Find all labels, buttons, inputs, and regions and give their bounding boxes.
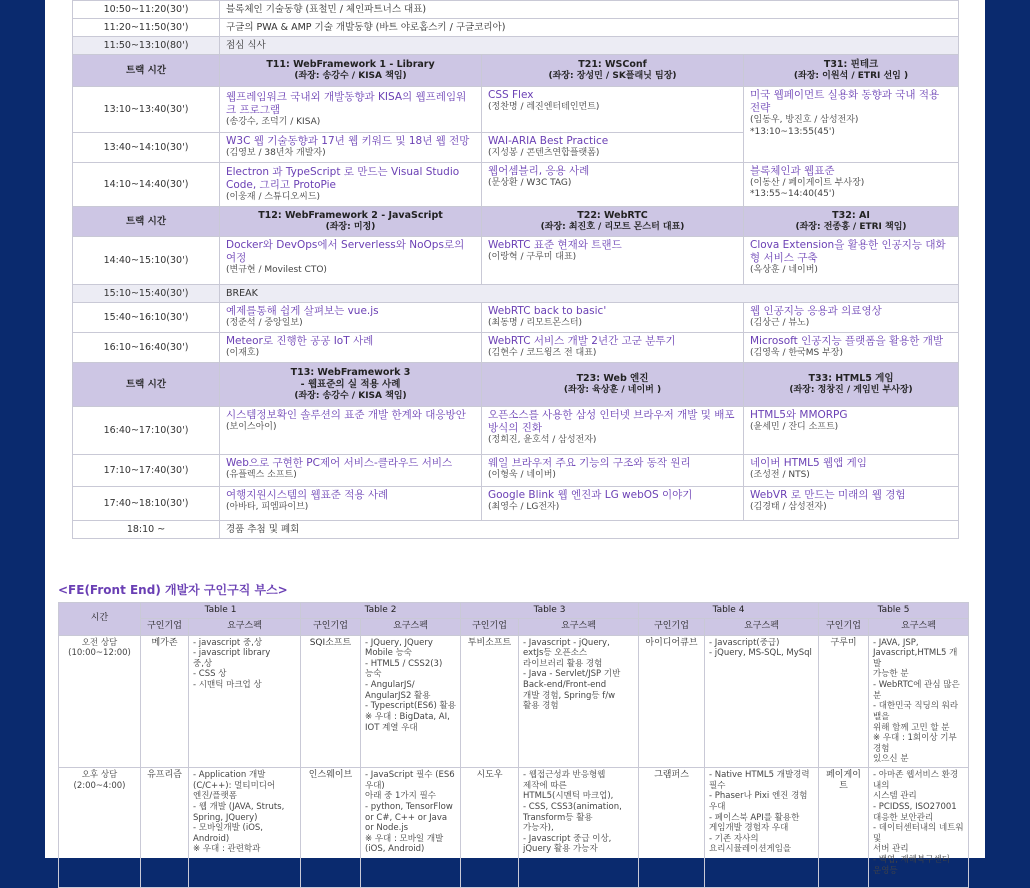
track-header-row — [73, 363, 959, 407]
track-chair: (좌장: 이원석 / ETRI 선임 ) — [793, 70, 909, 81]
fe-table-header: Table 4 — [639, 603, 819, 619]
talk-speaker: (김현수 / 코드윙즈 전 대표) — [488, 348, 597, 359]
session-cell — [220, 487, 482, 521]
schedule-row — [73, 333, 959, 363]
fe-booth-table — [58, 602, 969, 888]
fe-company-header: 구인기업 — [301, 619, 361, 635]
talk-title[interactable]: Meteor로 진행한 공공 IoT 사례 — [226, 335, 374, 347]
fe-session-cell: 오전 상담 (10:00~12:00) — [59, 635, 141, 768]
fe-spec-header: 요구스펙 — [189, 619, 301, 635]
session-cell — [220, 455, 482, 487]
session-cell — [482, 133, 744, 163]
talk-title[interactable]: WebVR 로 만드는 미래의 웹 경험 — [750, 489, 906, 501]
schedule-row — [73, 163, 959, 207]
fe-row — [59, 635, 969, 768]
fe-spec-cell: - JavaScript 필수 (ES6 우대) 아래 중 1가지 필수 - python, TensorFlow or C#, C++ or Java or Node.js ※ 우대 : 모바일 개발 (iOS, Android) — [361, 768, 461, 888]
talk-title[interactable]: WebRTC 서비스 개발 2년간 고군 분투기 — [488, 335, 676, 347]
fe-subheader-row — [59, 619, 969, 635]
fe-company-header: 구인기업 — [461, 619, 519, 635]
talk-speaker: (이형욱 / 네이버) — [488, 470, 556, 481]
track-chair: (좌장: 전종홍 / ETRI 책임) — [795, 221, 907, 232]
track-title: T13: WebFramework 3 — [290, 367, 411, 378]
session-cell — [220, 87, 482, 133]
session-cell — [744, 87, 959, 163]
schedule-row — [73, 1, 959, 19]
fe-spec-cell: - Native HTML5 개발경력 필수 - Phaser나 Pixi 엔진 경험 우대 - 페이스북 API를 활용한 게임개발 경험자 우대 - 기존 자사의 요리시뮬레이션게임을 — [705, 768, 819, 888]
plenary-cell: 블록체인 기술동향 (표철민 / 체인파트너스 대표) — [220, 1, 959, 19]
time-cell: 18:10 ~ — [73, 521, 220, 539]
fe-company-cell: 구루미 — [819, 635, 869, 768]
fe-company-cell: 메가존 — [141, 635, 189, 768]
fe-spec-cell: - Javascript - jQuery, extJs등 오픈소스 라이브러리 활용 경험 - Java - Servlet/JSP 기반 Back-end/Front-end 개발 경험, Spring등 f/w 활용 경험 — [519, 635, 639, 768]
talk-speaker: (김경태 / 삼성전자) — [750, 502, 827, 513]
fe-spec-cell: - javascript 중,상 - javascript library 중,상 - CSS 상 - 시맨틱 마크업 상 — [189, 635, 301, 768]
talk-title[interactable]: 여행지원시스템의 웹표준 적용 사례 — [226, 489, 389, 501]
fe-spec-cell: - 웹접근성과 반응형웹 제작에 따른 HTML5(시멘틱 마크업), - CSS, CSS3(animation, Transform등 활용 가능자), - Javascript 중급 이상, jQuery 활용 가능자 — [519, 768, 639, 888]
track-header-row — [73, 207, 959, 237]
fe-table-header: Table 3 — [461, 603, 639, 619]
talk-title[interactable]: WAI-ARIA Best Practice — [488, 135, 609, 147]
talk-speaker: (이재호) — [226, 348, 260, 359]
talk-speaker: (유플렉스 소프트) — [226, 470, 297, 481]
fe-company-cell: SQI소프트 — [301, 635, 361, 768]
track-chair: (좌장: 송강수 / KISA 책임) — [294, 390, 407, 401]
fe-spec-cell: - Application 개발 (C/C++): 멀티미디어 엔진/플랫폼 - 웹 개발 (JAVA, Struts, Spring, JQuery) - 모바일개발 (iOS, Android) ※ 우대 : 관련학과 — [189, 768, 301, 888]
talk-title[interactable]: HTML5와 MMORPG — [750, 409, 848, 421]
schedule-row — [73, 19, 959, 37]
talk-speaker: (김영욱 / 한국MS 부장) — [750, 348, 843, 359]
track-title: T32: AI — [832, 209, 870, 221]
talk-speaker: (최동명 / 리모트몬스터) — [488, 318, 583, 329]
session-cell — [482, 163, 744, 207]
track-header-row — [73, 55, 959, 87]
talk-title[interactable]: 블록체인과 웹표준 — [750, 165, 835, 177]
track-chair: (좌장: 송강수 / KISA 책임) — [294, 70, 407, 81]
conference-schedule-table — [72, 0, 959, 539]
track-chair: (좌장: 육상훈 / 네이버 ) — [563, 384, 662, 395]
talk-speaker: (송강수, 조덕기 / KISA) — [226, 117, 321, 127]
time-cell: 16:40~17:10(30') — [73, 407, 220, 455]
schedule-page — [45, 0, 985, 876]
talk-note: *13:10~13:55(45') — [750, 126, 835, 137]
talk-speaker: (정찬명 / 레진엔터테인먼트) — [488, 102, 600, 113]
talk-title[interactable]: 오픈소스를 사용한 삼성 인터넷 브라우저 개발 및 배포 방식의 진화 — [488, 409, 735, 435]
time-cell: 11:50~13:10(80') — [73, 37, 220, 55]
talk-title[interactable]: 웹 인공지능 응용과 의료영상 — [750, 305, 882, 317]
fe-company-header: 구인기업 — [819, 619, 869, 635]
track-title: T22: WebRTC — [577, 209, 648, 221]
talk-speaker: (문상환 / W3C TAG) — [488, 178, 572, 189]
talk-title[interactable]: Web으로 구현한 PC제어 서비스-클라우드 서비스 — [226, 457, 453, 469]
fe-spec-cell: - 아마존 웹서비스 환경내의 시스템 관리 - PCIDSS, ISO27001 대응한 보안관리 - 데이터센터내의 네트워 및 서버 관리 - 백업, 재해복구센터 운영등 — [869, 768, 969, 888]
session-cell — [220, 237, 482, 285]
track-header — [482, 55, 744, 87]
talk-title[interactable]: WebRTC 표준 현재와 트랜드 — [488, 239, 622, 251]
track-title: T21: WSConf — [578, 58, 647, 70]
schedule-row — [73, 487, 959, 521]
talk-title[interactable]: 예제를통해 쉽게 살펴보는 vue.js — [226, 305, 379, 317]
time-cell: 13:10~13:40(30') — [73, 87, 220, 133]
talk-title[interactable]: Microsoft 인공지능 플랫폼을 활용한 개발 — [750, 335, 943, 347]
time-cell: 14:40~15:10(30') — [73, 237, 220, 285]
track-title: T11: WebFramework 1 - Library — [266, 58, 435, 70]
schedule-row — [73, 237, 959, 285]
break-row — [73, 285, 959, 303]
session-cell — [482, 333, 744, 363]
talk-note: *13:55~14:40(45') — [750, 189, 835, 200]
session-cell — [744, 303, 959, 333]
talk-speaker: (정준석 / 중앙일보) — [226, 318, 303, 329]
talk-speaker: (보이스아이) — [226, 422, 277, 433]
fe-header-row — [59, 603, 969, 619]
fe-spec-header: 요구스펙 — [519, 619, 639, 635]
session-cell — [482, 455, 744, 487]
fe-spec-header: 요구스펙 — [869, 619, 969, 635]
talk-speaker: (이동산 / 페이게이트 부사장) — [750, 178, 865, 189]
talk-title[interactable]: 시스템정보확인 솔루션의 표준 개발 한계와 대응방안 — [226, 409, 466, 421]
time-cell: 16:10~16:40(30') — [73, 333, 220, 363]
time-cell: 10:50~11:20(30') — [73, 1, 220, 19]
session-cell — [744, 455, 959, 487]
fe-company-cell: 유프리즘 — [141, 768, 189, 888]
session-cell — [482, 303, 744, 333]
time-cell: 15:10~15:40(30') — [73, 285, 220, 303]
time-cell: 14:10~14:40(30') — [73, 163, 220, 207]
talk-speaker: (최영수 / LG전자) — [488, 502, 560, 513]
time-cell: 17:10~17:40(30') — [73, 455, 220, 487]
talk-title[interactable]: 네이버 HTML5 웹앱 게임 — [750, 457, 867, 469]
track-title: T12: WebFramework 2 - JavaScript — [258, 209, 443, 221]
fe-company-cell: 인스웨이브 — [301, 768, 361, 888]
plenary-cell: 점심 식사 — [220, 37, 959, 55]
session-cell — [744, 237, 959, 285]
fe-time-label: 시간 — [59, 603, 141, 636]
session-cell — [482, 87, 744, 133]
track-header — [744, 55, 959, 87]
schedule-row — [73, 455, 959, 487]
session-cell — [744, 487, 959, 521]
schedule-row — [73, 37, 959, 55]
talk-speaker: (김영보 / 38년차 개발자) — [226, 148, 326, 159]
track-chair: (좌장: 정창진 / 게임빈 부사장) — [789, 384, 913, 395]
fe-company-cell: 시도우 — [461, 768, 519, 888]
talk-speaker: (이랑혁 / 구루미 대표) — [488, 252, 577, 263]
track-header — [220, 55, 482, 87]
fe-company-cell: 아이디어큐브 — [639, 635, 705, 768]
talk-speaker: (변규현 / Movilest CTO) — [226, 265, 327, 276]
talk-speaker: (지성봉 / 콘텐츠연합플랫폼) — [488, 148, 600, 159]
talk-speaker: (이웅재 / 스튜디오씨드) — [226, 192, 321, 202]
fe-spec-header: 요구스펙 — [705, 619, 819, 635]
session-cell — [744, 407, 959, 455]
track-chair: (좌장: 미정) — [325, 221, 376, 232]
time-cell: 13:40~14:10(30') — [73, 133, 220, 163]
fe-spec-header: 요구스펙 — [361, 619, 461, 635]
track-time-label: 트랙 시간 — [73, 207, 220, 237]
track-time-label: 트랙 시간 — [73, 363, 220, 407]
track-header — [744, 207, 959, 237]
talk-speaker: (윤세민 / 잔디 소프트) — [750, 422, 839, 433]
track-header — [482, 363, 744, 407]
talk-title[interactable]: Docker와 DevOps에서 Serverless와 NoOps로의 여정 — [226, 239, 465, 265]
time-cell: 15:40~16:10(30') — [73, 303, 220, 333]
session-cell — [744, 163, 959, 207]
talk-speaker: (임동우, 방진호 / 삼성전자) — [750, 115, 859, 126]
fe-company-header: 구인기업 — [141, 619, 189, 635]
track-chair: (좌장: 장성민 / SK플래닛 팀장) — [548, 70, 677, 81]
schedule-row — [73, 303, 959, 333]
fe-row — [59, 768, 969, 888]
track-title: T33: HTML5 게임 — [808, 372, 894, 384]
session-cell — [220, 163, 482, 207]
schedule-row — [73, 521, 959, 539]
fe-spec-cell: - JQuery, JQuery Mobile 능숙 - HTML5 / CSS2(3) 능숙 - AngularJS/ AngularJS2 활용 - Typescript(ES6) 활용 ※ 우대 : BigData, AI, IOT 계열 우대 — [361, 635, 461, 768]
track-header — [220, 363, 482, 407]
talk-speaker: (옥상훈 / 네이버) — [750, 265, 818, 276]
closing-cell: 경품 추첨 및 폐회 — [220, 521, 959, 539]
session-cell — [482, 487, 744, 521]
plenary-cell: 구글의 PWA & AMP 기술 개발동향 (바트 야로홉스키 / 구글코리아) — [220, 19, 959, 37]
talk-title[interactable]: Clova Extension을 활용한 인공지능 대화형 서비스 구축 — [750, 239, 946, 265]
talk-speaker: (김상근 / 뷰노) — [750, 318, 810, 329]
track-chair: (좌장: 최진호 / 리모트 몬스터 대표) — [540, 221, 685, 232]
talk-speaker: (조성전 / NTS) — [750, 470, 810, 481]
track-title: T23: Web 엔진 — [576, 372, 649, 384]
talk-title[interactable]: 미국 웹페이먼트 실용화 동향과 국내 적용 전략 — [750, 89, 940, 115]
schedule-row — [73, 407, 959, 455]
fe-table-header: Table 1 — [141, 603, 301, 619]
session-cell — [482, 237, 744, 285]
talk-title[interactable]: Electron 과 TypeScript 로 만드는 Visual Studio Code, 그리고 ProtoPie — [226, 165, 460, 191]
time-cell: 11:20~11:50(30') — [73, 19, 220, 37]
track-header — [744, 363, 959, 407]
fe-booth-title: <FE(Front End) 개발자 구인구직 부스> — [58, 583, 288, 597]
fe-table-header: Table 2 — [301, 603, 461, 619]
time-cell: 17:40~18:10(30') — [73, 487, 220, 521]
fe-session-cell: 오후 상담 (2:00~4:00) — [59, 768, 141, 888]
fe-table-header: Table 5 — [819, 603, 969, 619]
track-time-label: 트랙 시간 — [73, 55, 220, 87]
session-cell — [220, 333, 482, 363]
talk-title[interactable]: 웹어셈블리, 응용 사례 — [488, 165, 590, 177]
session-cell — [482, 407, 744, 455]
session-cell — [220, 303, 482, 333]
session-cell — [220, 407, 482, 455]
track-title: T31: 핀테크 — [823, 58, 879, 70]
fe-company-cell: 투비소프트 — [461, 635, 519, 768]
session-cell — [744, 333, 959, 363]
talk-title[interactable]: Google Blink 웹 엔진과 LG webOS 이야기 — [488, 489, 693, 501]
track-subtitle: - 웹표준의 실 적용 사례 — [300, 378, 401, 390]
break-cell: BREAK — [220, 285, 959, 303]
talk-title[interactable]: CSS Flex — [488, 89, 534, 101]
track-header — [220, 207, 482, 237]
schedule-row — [73, 87, 959, 133]
fe-spec-cell: - Javascript(중급) - jQuery, MS-SQL, MySql — [705, 635, 819, 768]
talk-title[interactable]: WebRTC back to basic' — [488, 305, 607, 317]
fe-company-header: 구인기업 — [639, 619, 705, 635]
track-header — [482, 207, 744, 237]
talk-speaker: (정희진, 윤호석 / 삼성전자) — [488, 435, 597, 446]
session-cell — [220, 133, 482, 163]
talk-speaker: (아바타, 피엠파이브) — [226, 502, 309, 513]
talk-title[interactable]: 웹프레임워크 국내외 개발동향과 KISA의 웹프레임워크 프로그램 — [226, 90, 467, 116]
fe-spec-cell: - JAVA, JSP, Javascript,HTML5 개발 가능한 분 - WebRTC에 관심 많은 분 - 대한민국 직딩의 워라밸을 위해 함께 고민 할 분 ※ 우대 : 1회이상 기부경험 있으신 분 — [869, 635, 969, 768]
fe-company-cell: 페이게이트 — [819, 768, 869, 888]
fe-company-cell: 그램퍼스 — [639, 768, 705, 888]
talk-title[interactable]: 웨일 브라우저 주요 기능의 구조와 동작 원리 — [488, 457, 691, 469]
talk-title[interactable]: W3C 웹 기술동향과 17년 웹 키워드 및 18년 웹 전망 — [226, 135, 470, 148]
